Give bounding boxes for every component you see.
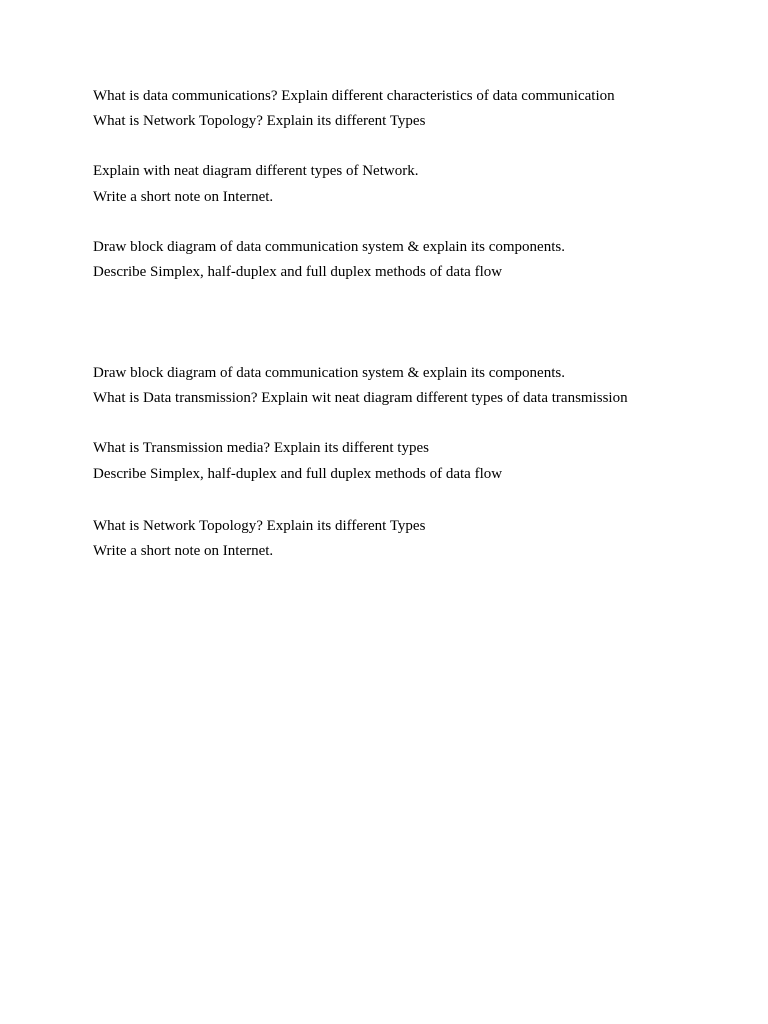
question-line-12: Write a short note on Internet.: [93, 543, 274, 559]
question-line-10: Describe Simplex, half-duplex and full duplex methods of data flow: [93, 466, 503, 482]
question-line-6: Describe Simplex, half-duplex and full duplex methods of data flow: [93, 264, 503, 280]
question-line-7: Draw block diagram of data communication system & explain its components.: [93, 365, 565, 381]
question-line-3: Explain with neat diagram different types of Network.: [93, 163, 419, 179]
question-line-2: What is Network Topology? Explain its different Types: [93, 113, 426, 129]
question-line-8: What is Data transmission? Explain wit neat diagram different types of data transmission: [93, 390, 628, 406]
question-line-11: What is Network Topology? Explain its different Types: [93, 518, 426, 534]
question-line-4: Write a short note on Internet.: [93, 189, 274, 205]
question-line-9: What is Transmission media? Explain its different types: [93, 440, 429, 456]
question-line-1: What is data communications? Explain different characteristics of data communication: [93, 88, 615, 104]
question-line-5: Draw block diagram of data communication system & explain its components.: [93, 239, 565, 255]
